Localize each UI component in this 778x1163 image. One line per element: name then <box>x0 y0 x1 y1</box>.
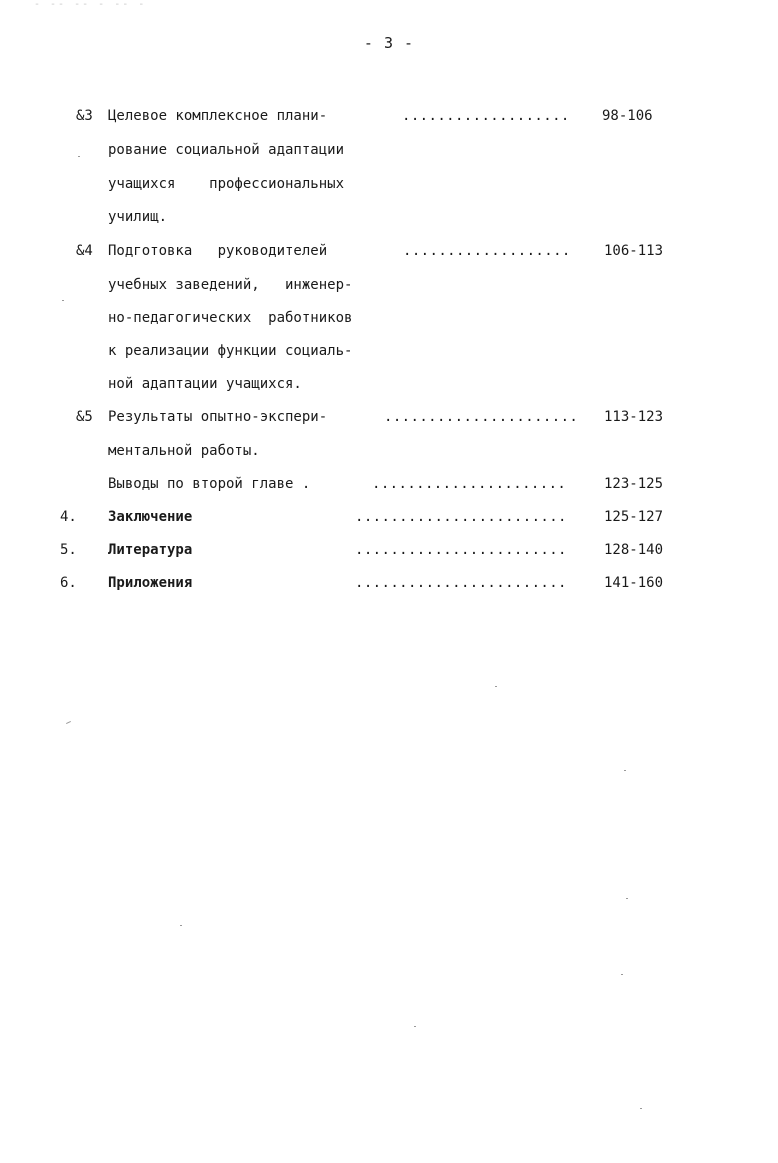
chapter-conclusions-leader-dots: ...................... <box>372 476 567 492</box>
scan-speck <box>180 925 182 926</box>
scan-speck <box>62 300 64 301</box>
section-3-title-line-4: училищ. <box>108 209 168 225</box>
page-number: - 3 - <box>363 34 415 52</box>
item-5-number: 5. <box>60 542 77 558</box>
section-4-title-line-1: Подготовка руководителей <box>108 243 328 259</box>
scan-speck <box>66 721 71 724</box>
scan-speck <box>621 974 623 975</box>
scan-speck <box>78 156 80 157</box>
item-4-number: 4. <box>60 509 77 525</box>
section-5-page-range: 113-123 <box>604 409 664 425</box>
section-4-marker: &4 <box>76 243 93 259</box>
section-3-title-line-2: рование социальной адаптации <box>108 142 345 158</box>
item-4-leader-dots: ........................ <box>355 509 567 525</box>
item-6-page-range: 141-160 <box>604 575 664 591</box>
item-5-leader-dots: ........................ <box>355 542 567 558</box>
section-4-leader-dots: ................... <box>403 243 571 259</box>
item-4-title: Заключение <box>108 509 193 525</box>
section-3-leader-dots: ................... <box>402 108 570 124</box>
section-5-marker: &5 <box>76 409 93 425</box>
chapter-conclusions-title: Выводы по второй главе . <box>108 476 311 492</box>
section-4-page-range: 106-113 <box>604 243 664 259</box>
section-5-title-line-2: ментальной работы. <box>108 443 260 459</box>
section-5-title-line-1: Результаты опытно-экспери- <box>108 409 328 425</box>
header-scan-noise: - -- -- - -- - <box>34 0 147 10</box>
section-4-title-line-3: но-педагогических работников <box>108 310 353 326</box>
section-4-title-line-2: учебных заведений, инженер- <box>108 277 353 293</box>
item-4-page-range: 125-127 <box>604 509 664 525</box>
scan-speck <box>640 1108 642 1109</box>
scan-speck <box>495 686 497 687</box>
section-5-leader-dots: ...................... <box>384 409 579 425</box>
chapter-conclusions-page-range: 123-125 <box>604 476 664 492</box>
section-4-title-line-5: ной адаптации учащихся. <box>108 376 302 392</box>
item-5-title: Литература <box>108 542 193 558</box>
section-4-title-line-4: к реализации функции социаль- <box>108 343 353 359</box>
section-3-marker: &3 <box>76 108 93 124</box>
item-5-page-range: 128-140 <box>604 542 664 558</box>
scan-speck <box>626 898 628 899</box>
item-6-leader-dots: ........................ <box>355 575 567 591</box>
item-6-number: 6. <box>60 575 77 591</box>
section-3-title-line-3: учащихся профессиональных <box>108 176 345 192</box>
section-3-page-range: 98-106 <box>602 108 653 124</box>
scan-speck <box>624 770 626 771</box>
section-3-title-line-1: Целевое комплексное плани- <box>108 108 328 124</box>
item-6-title: Приложения <box>108 575 193 591</box>
scan-speck <box>414 1026 416 1027</box>
